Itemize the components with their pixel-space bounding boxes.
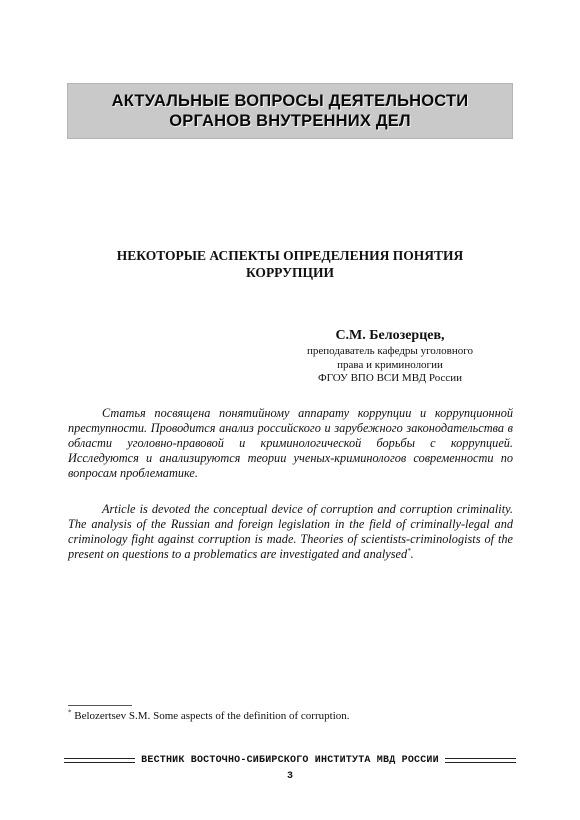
journal-name: ВЕСТНИК ВОСТОЧНО-СИБИРСКОГО ИНСТИТУТА МВД РОССИИ xyxy=(141,754,439,766)
footer-rule-left xyxy=(64,758,135,763)
section-banner xyxy=(67,83,513,139)
author-block xyxy=(300,327,480,386)
footnote-text: Belozertsev S.M. Some aspects of the definition of corruption. xyxy=(71,710,350,722)
abstract-english-end: . xyxy=(410,547,414,561)
abstract-english-text: Article is devoted the conceptual device of corruption and corruption criminality. The analysis of the Russian and foreign legislation in the field of criminally-legal and criminology fight against corruption is made. Theories of scientists-criminologists of the present on questions to a problematics are investigated and analysed xyxy=(68,502,513,561)
footnote-reference-mark[interactable]: * xyxy=(407,546,411,555)
footnote xyxy=(68,710,350,723)
article-title-line2: КОРРУПЦИИ xyxy=(245,265,335,280)
author-name: С.М. Белозерцев, xyxy=(335,328,445,343)
section-title-line2: ОРГАНОВ ВНУТРЕННИХ ДЕЛ xyxy=(169,112,411,130)
footnote-divider xyxy=(68,705,132,706)
author-position-line1: преподаватель кафедры уголовного xyxy=(307,345,473,357)
section-title-line1: АКТУАЛЬНЫЕ ВОПРОСЫ ДЕЯТЕЛЬНОСТИ xyxy=(111,92,469,110)
article-title xyxy=(90,247,490,281)
footer-rule-right xyxy=(445,758,516,763)
page-number: 3 xyxy=(286,771,293,782)
abstract-russian: Статья посвящена понятийному аппарату коррупции и коррупционной преступности. Проводится анализ российского и зарубежного законодательства в области уголовно-правовой и криминологической борьбы с коррупцией. Исследуются и анализируются теории ученых-криминологов современности по вопросам проблематике. xyxy=(68,406,513,480)
footnote-mark: * xyxy=(68,708,72,717)
article-title-line1: НЕКОТОРЫЕ АСПЕКТЫ ОПРЕДЕЛЕНИЯ ПОНЯТИЯ xyxy=(116,248,464,263)
abstract-english xyxy=(68,502,513,562)
journal-footer xyxy=(64,753,516,767)
author-position-line2: права и криминологии xyxy=(337,358,443,371)
author-affiliation: ФГОУ ВПО ВСИ МВД России xyxy=(317,372,463,384)
